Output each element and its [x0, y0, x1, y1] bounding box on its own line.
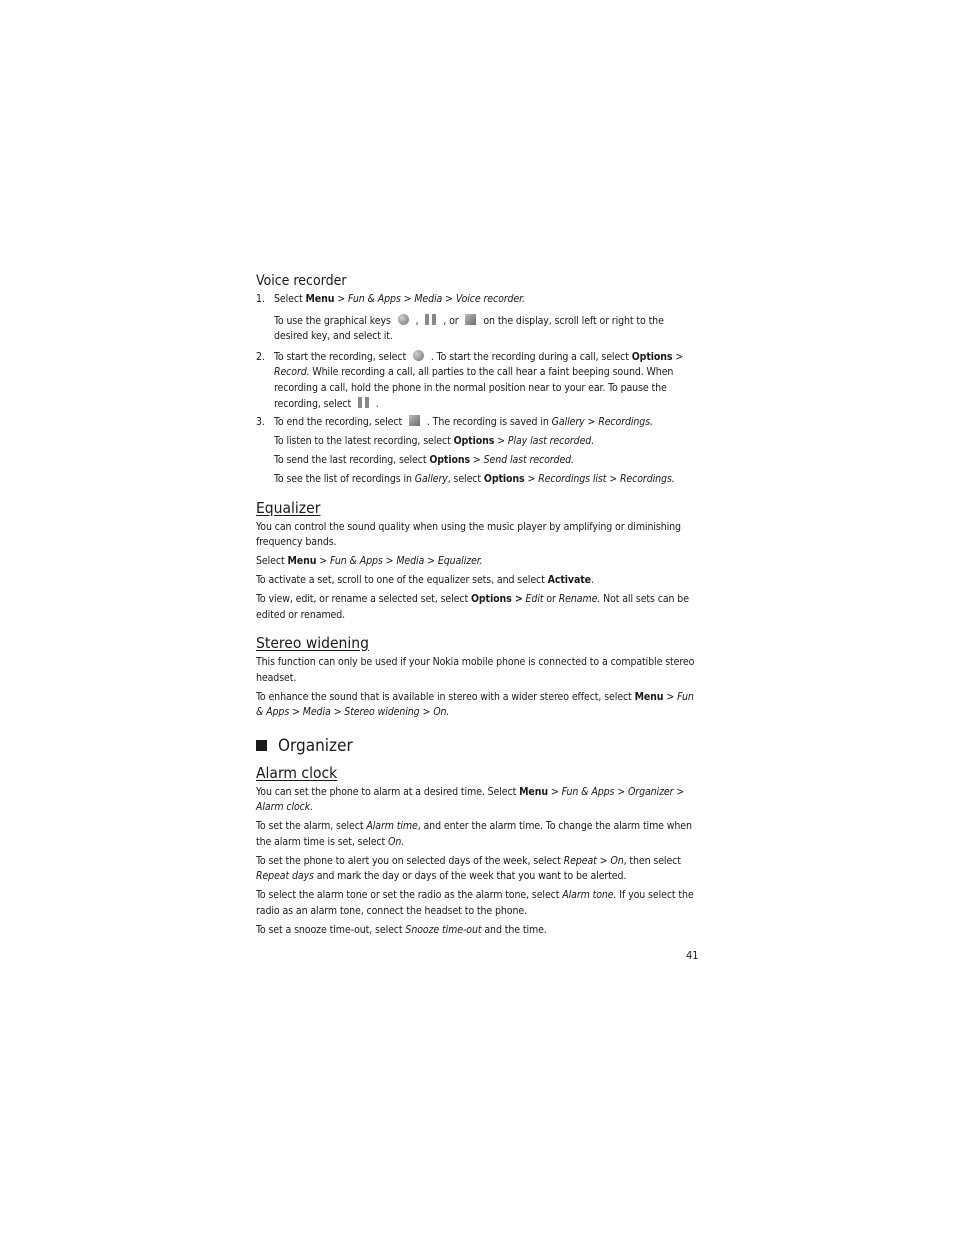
step-text — [274, 415, 698, 431]
menu-term: Options — [429, 454, 471, 467]
send-note — [274, 453, 698, 469]
menu-path: Gallery — [551, 416, 585, 429]
text: , select — [447, 473, 484, 486]
menu-path: Media — [302, 706, 331, 719]
text: > — [316, 555, 330, 568]
text: . — [590, 574, 594, 587]
text: To select the alarm tone or set the radio as the alarm tone, select — [256, 889, 563, 902]
menu-path: Alarm clock. — [256, 801, 314, 814]
text: To set a snooze time-out, select — [256, 923, 406, 936]
equalizer-intro: You can control the sound quality when using the music player by amplifying or diminishing frequency bands. — [256, 520, 681, 549]
organizer-title: Organizer — [278, 735, 353, 756]
menu-path: On — [610, 854, 624, 867]
square-bullet-icon — [256, 740, 267, 751]
menu-term: Options > — [470, 592, 523, 605]
alarm-intro — [256, 785, 698, 816]
text: You can set the phone to alarm at a desired time. Select — [256, 785, 520, 798]
menu-path: Recordings. — [619, 473, 675, 486]
alarm-snooze — [256, 923, 698, 939]
step-text — [274, 350, 698, 412]
text: Select — [274, 293, 306, 305]
text: To enhance the sound that is available in stereo with a wider stereo effect, select — [256, 690, 635, 703]
step-number: 2. — [256, 350, 265, 363]
text: > — [614, 785, 628, 798]
listen-note — [274, 434, 698, 450]
menu-path: Media — [414, 293, 443, 305]
text: , then select — [623, 854, 681, 867]
text: > — [400, 293, 415, 305]
menu-path: Fun & Apps — [561, 785, 615, 798]
record-icon — [413, 350, 424, 361]
menu-path: Fun & Apps — [256, 690, 694, 719]
menu-path: Organizer — [627, 785, 674, 798]
menu-path: Fun & Apps — [347, 293, 401, 305]
stereo-enable — [256, 690, 698, 721]
record-icon — [398, 314, 409, 325]
menu-path: Play last recorded. — [507, 435, 595, 448]
menu-path: Repeat — [563, 854, 597, 867]
menu-term: Options — [453, 435, 495, 448]
text: > — [606, 473, 620, 486]
list-note — [274, 472, 698, 488]
menu-path: Stereo widening — [344, 706, 420, 719]
text: , and enter the alarm time. To change the alarm time when the alarm time is set, select — [256, 820, 692, 848]
equalizer-activate — [256, 573, 698, 589]
text: To set the phone to alert you on selected days of the week, select — [256, 854, 564, 867]
text: > — [672, 350, 684, 363]
text: If you select the radio as an alarm tone, connect the headset to the phone. — [256, 889, 694, 917]
text: > — [596, 854, 611, 867]
text: > — [673, 785, 685, 798]
text: on the display, scroll left or right to the desired key, and select it. — [274, 314, 664, 343]
stereo-intro: This function can only be used if your Nokia mobile phone is connected to a compatible stereo headset. — [256, 656, 695, 684]
page-number: 41 — [686, 949, 699, 962]
menu-path: Gallery — [414, 473, 448, 486]
text: > — [494, 435, 508, 448]
text: To start the recording, select — [274, 350, 409, 363]
stop-icon — [409, 415, 420, 426]
equalizer-edit — [256, 592, 698, 623]
alarm-repeat — [256, 854, 698, 885]
text: > — [524, 473, 539, 486]
step-1 — [256, 292, 698, 308]
text: , or — [440, 314, 462, 327]
equalizer-select — [256, 554, 698, 570]
step-number: 1. — [256, 293, 265, 305]
manual-page — [256, 272, 698, 942]
menu-term: Menu — [305, 293, 335, 305]
text: > — [424, 555, 438, 568]
text: . The recording is saved in — [423, 416, 552, 429]
text: > — [330, 706, 345, 719]
text: > — [470, 454, 484, 467]
text: or — [543, 592, 559, 605]
alarm-clock-heading: Alarm clock — [256, 763, 338, 782]
menu-term: Menu — [519, 785, 548, 798]
step-2 — [256, 350, 698, 412]
pause-icon — [425, 314, 436, 325]
text: To set the alarm, select — [256, 820, 367, 833]
menu-path: Rename. — [558, 592, 601, 605]
alarm-set-time — [256, 819, 698, 850]
equalizer-heading: Equalizer — [256, 498, 321, 517]
menu-path: Recordings list — [538, 473, 607, 486]
menu-path: Alarm tone. — [562, 889, 617, 902]
menu-path: Media — [396, 555, 425, 568]
menu-path: Snooze time-out — [405, 923, 482, 936]
menu-term: Menu — [287, 555, 317, 568]
menu-path: Recordings. — [598, 416, 653, 429]
menu-path: Voice recorder. — [455, 293, 525, 305]
stereo-widening-heading: Stereo widening — [256, 634, 369, 653]
menu-term: Activate — [547, 574, 591, 587]
text: To listen to the latest recording, select — [274, 435, 454, 448]
text: > — [442, 293, 456, 305]
text: > — [334, 293, 348, 305]
menu-path: Repeat days — [256, 870, 314, 883]
text: and the time. — [481, 923, 547, 936]
graphical-keys-note — [274, 314, 698, 345]
text: While recording a call, all parties to the call hear a faint beeping sound. When recording a call, hold the phone in the normal position near to your ear. To pause the recording, select — [274, 366, 674, 410]
text: To use the graphical keys — [274, 314, 394, 327]
organizer-heading — [256, 735, 698, 757]
text: Not all sets can be edited or renamed. — [256, 592, 689, 621]
menu-term: Menu — [634, 690, 664, 703]
menu-term: Options — [483, 473, 525, 486]
menu-path: Record. — [274, 366, 310, 379]
step-number: 3. — [256, 416, 265, 429]
menu-path: Edit — [525, 592, 544, 605]
text: > — [663, 690, 678, 703]
text: > — [289, 706, 303, 719]
text: To send the last recording, select — [274, 454, 430, 467]
menu-path: On. — [433, 706, 450, 719]
text: > — [584, 416, 599, 429]
menu-path: Alarm time — [366, 820, 418, 833]
menu-term: Options — [631, 350, 673, 363]
text: Select — [256, 555, 288, 568]
menu-path: Send last recorded. — [483, 454, 574, 467]
voice-recorder-heading: Voice recorder — [256, 273, 347, 289]
text: To activate a set, scroll to one of the equalizer sets, and select — [256, 574, 548, 587]
text: To end the recording, select — [274, 416, 405, 429]
text: To see the list of recordings in — [274, 473, 415, 486]
menu-path: On. — [388, 835, 405, 848]
text: . To start the recording during a call, select — [427, 350, 632, 363]
menu-path: Fun & Apps — [329, 555, 383, 568]
text: . — [373, 397, 379, 410]
text: , — [412, 314, 422, 327]
text: To view, edit, or rename a selected set, select — [256, 592, 471, 605]
text: > — [547, 785, 562, 798]
alarm-tone — [256, 888, 698, 919]
pause-icon — [358, 397, 369, 408]
menu-path: Equalizer. — [437, 555, 483, 568]
step-3 — [256, 415, 698, 431]
step-text — [274, 292, 698, 308]
text: > — [382, 555, 397, 568]
text: > — [419, 706, 434, 719]
text: and mark the day or days of the week that you want to be alerted. — [313, 870, 627, 883]
stop-icon — [465, 314, 476, 325]
